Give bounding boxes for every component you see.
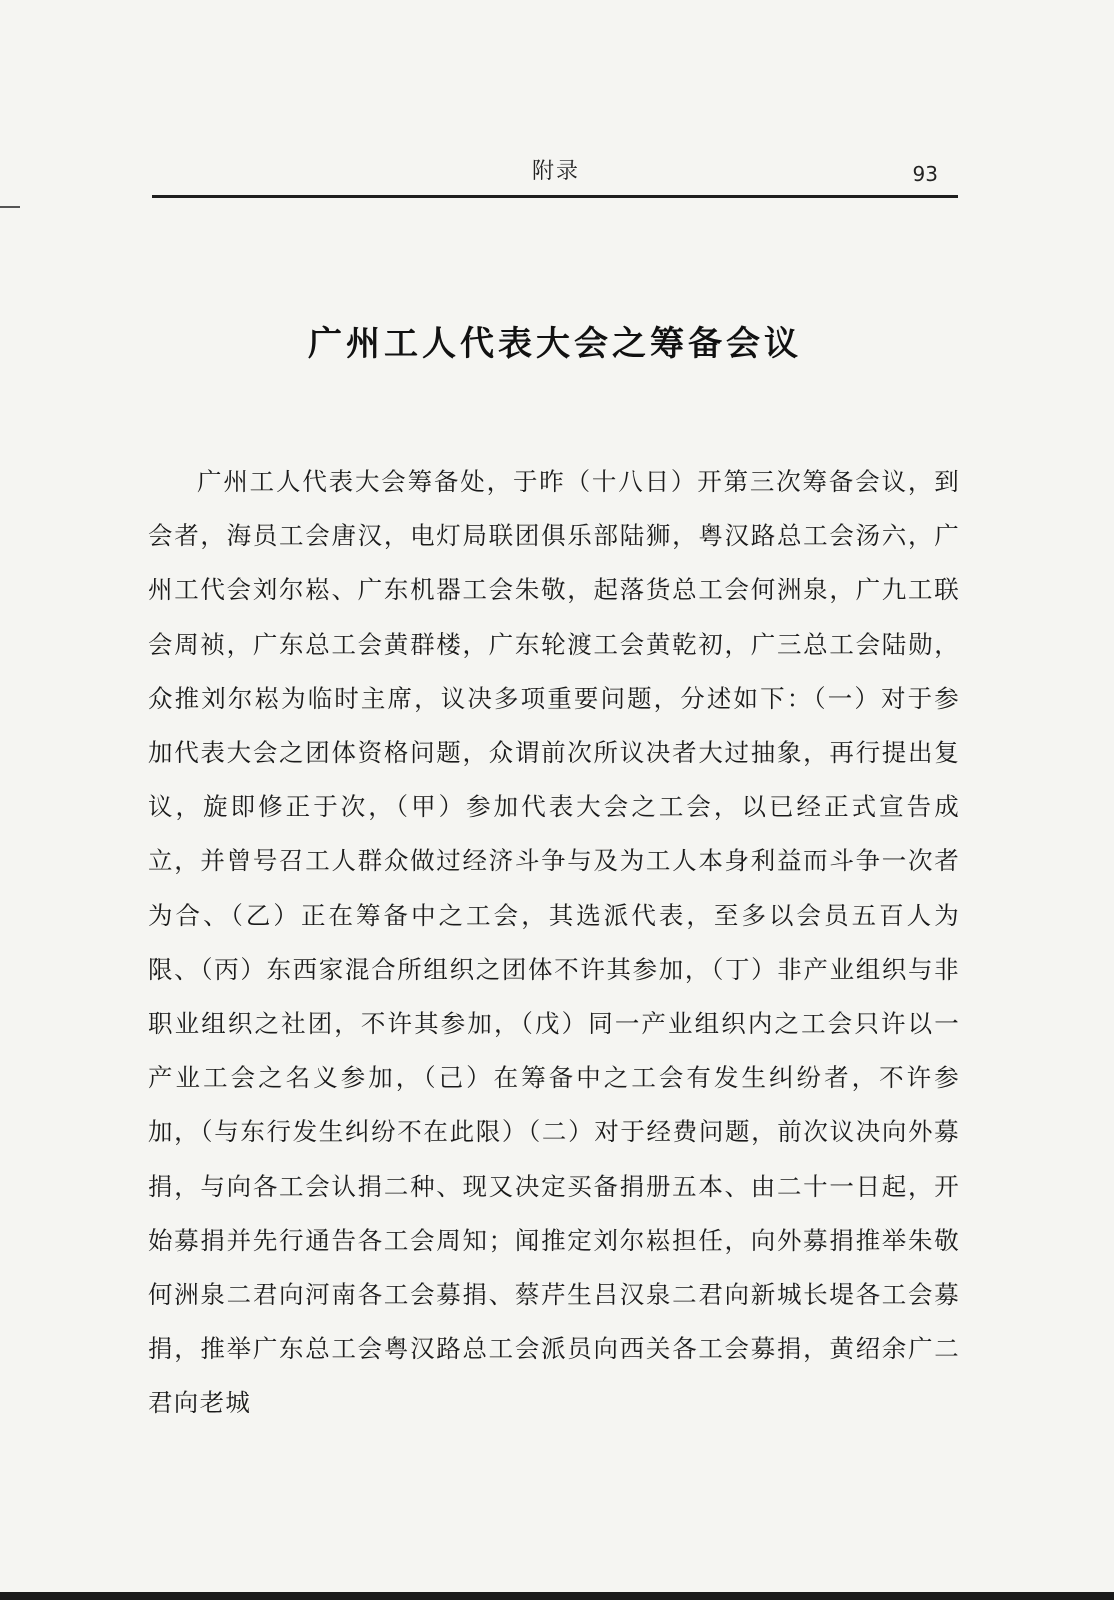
article-title: 广州工人代表大会之筹备会议 xyxy=(308,324,802,364)
scan-bottom-edge xyxy=(0,1592,1114,1600)
running-head xyxy=(152,150,958,198)
page-number: 93 xyxy=(912,162,938,186)
article-body: 广州工人代表大会筹备处，于昨（十八日）开第三次筹备会议，到会者，海员工会唐汉，电灯局联团俱乐部陆狮，粤汉路总工会汤六，广州工代会刘尔崧、广东机器工会朱敬，起落货总工会何洲泉，广九工联会周祯，广东总工会黄群楼，广东轮渡工会黄乾初，广三总工会陆勋，众推刘尔崧为临时主席，议决多项重要问题，分述如下：（一）对于参加代表大会之团体资格问题，众谓前次所议决者大过抽象，再行提出复议，旋即修正于次，（甲）参加代表大会之工会，以已经正式宣告成立，并曾号召工人群众做过经济斗争与及为工人本身利益而斗争一次者为合、（乙）正在筹备中之工会，其选派代表，至多以会员五百人为限、（丙）东西家混合所组织之团体不许其参加，（丁）非产业组织与非职业组织之社团，不许其参加，（戊）同一产业组织内之工会只许以一产业工会之名义参加，（己）在筹备中之工会有发生纠纷者，不许参加，（与东行发生纠纷不在此限）（二）对于经费问题，前次议决向外募捐，与向各工会认捐二种、现又决定买备捐册五本、由二十一日起，开始募捐并先行通告各工会周知；闻推定刘尔崧担任，向外募捐推举朱敬何洲泉二君向河南各工会募捐、蔡芹生吕汉泉二君向新城长堤各工会募捐，推举广东总工会粤汉路总工会派员向西关各工会募捐，黄绍余广二君向老城 xyxy=(148,467,960,1418)
section-name: 附录 xyxy=(532,159,581,184)
header-rule xyxy=(152,195,958,198)
scan-edge-mark xyxy=(0,206,20,208)
